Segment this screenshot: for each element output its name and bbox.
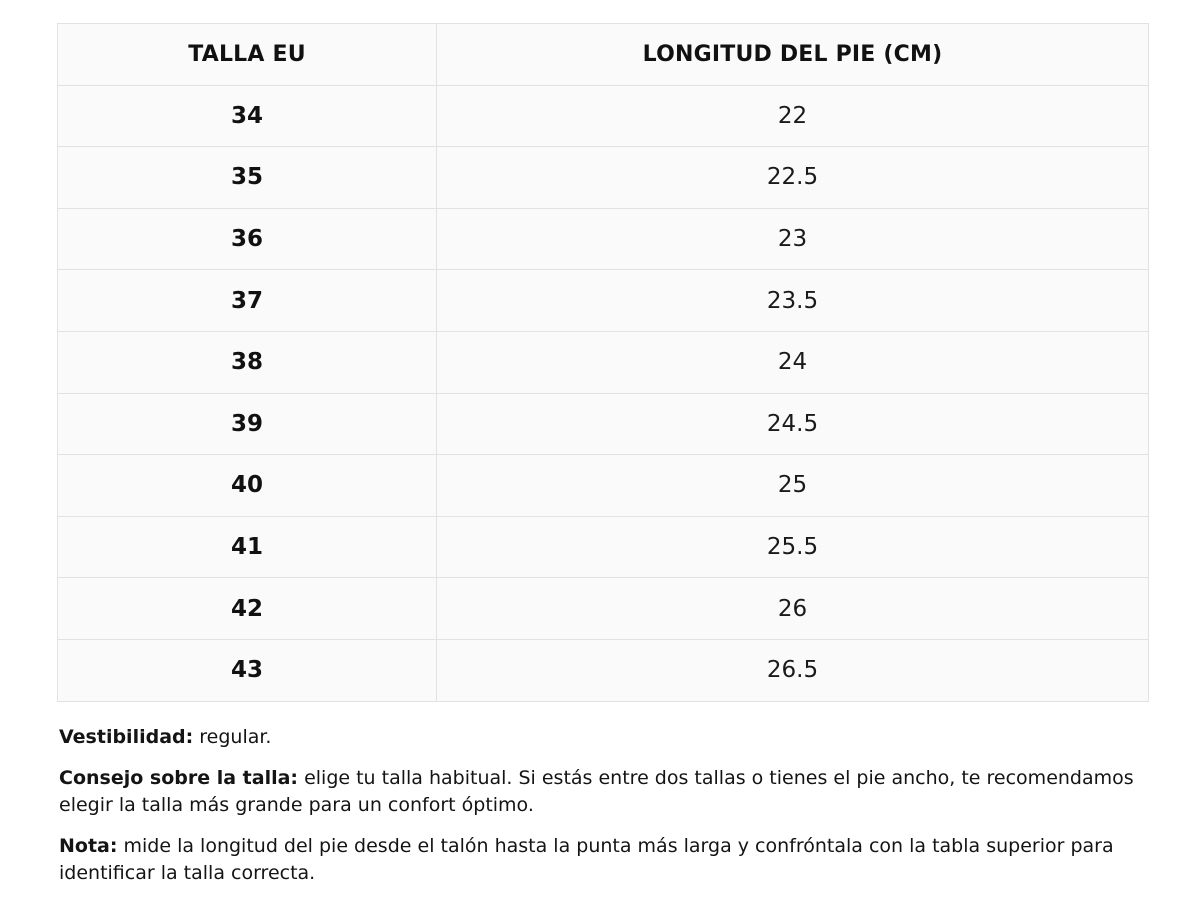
foot-length-cell: 26	[437, 578, 1149, 640]
table-row	[58, 578, 1149, 640]
fit-note	[59, 724, 1139, 751]
eu-size-cell: 43	[58, 639, 437, 701]
foot-length-cell: 24	[437, 331, 1149, 393]
size-advice-note	[59, 765, 1139, 819]
eu-size-cell: 42	[58, 578, 437, 640]
eu-size-cell: 40	[58, 455, 437, 517]
table-row	[58, 516, 1149, 578]
advice-label: Consejo sobre la talla:	[59, 767, 299, 789]
table-row	[58, 270, 1149, 332]
table-row	[58, 85, 1149, 147]
note-label: Nota:	[59, 835, 118, 857]
eu-size-cell: 37	[58, 270, 437, 332]
table-row	[58, 208, 1149, 270]
measure-note	[59, 833, 1139, 887]
table-row	[58, 455, 1149, 517]
header-eu-size: TALLA EU	[58, 24, 437, 86]
advice-text: elige tu talla habitual. Si estás entre dos tallas o tienes el pie ancho, te recomendamos elegir la talla más grande para un confort óptimo.	[59, 767, 1134, 816]
fit-label: Vestibilidad:	[59, 726, 194, 748]
foot-length-cell: 25	[437, 455, 1149, 517]
foot-length-cell: 24.5	[437, 393, 1149, 455]
size-chart-table	[57, 23, 1149, 702]
foot-length-cell: 23	[437, 208, 1149, 270]
fit-text: regular.	[193, 726, 272, 748]
header-foot-length: LONGITUD DEL PIE (CM)	[437, 24, 1149, 86]
eu-size-cell: 38	[58, 331, 437, 393]
eu-size-cell: 35	[58, 147, 437, 209]
table-header-row	[58, 24, 1149, 86]
note-text: mide la longitud del pie desde el talón hasta la punta más larga y confróntala con la tabla superior para identificar la talla correcta.	[59, 835, 1114, 884]
foot-length-cell: 22.5	[437, 147, 1149, 209]
eu-size-cell: 39	[58, 393, 437, 455]
table-row	[58, 639, 1149, 701]
eu-size-cell: 34	[58, 85, 437, 147]
foot-length-cell: 26.5	[437, 639, 1149, 701]
size-notes	[59, 724, 1139, 901]
eu-size-cell: 41	[58, 516, 437, 578]
table-row	[58, 331, 1149, 393]
foot-length-cell: 25.5	[437, 516, 1149, 578]
table-row	[58, 147, 1149, 209]
table-row	[58, 393, 1149, 455]
foot-length-cell: 22	[437, 85, 1149, 147]
foot-length-cell: 23.5	[437, 270, 1149, 332]
eu-size-cell: 36	[58, 208, 437, 270]
